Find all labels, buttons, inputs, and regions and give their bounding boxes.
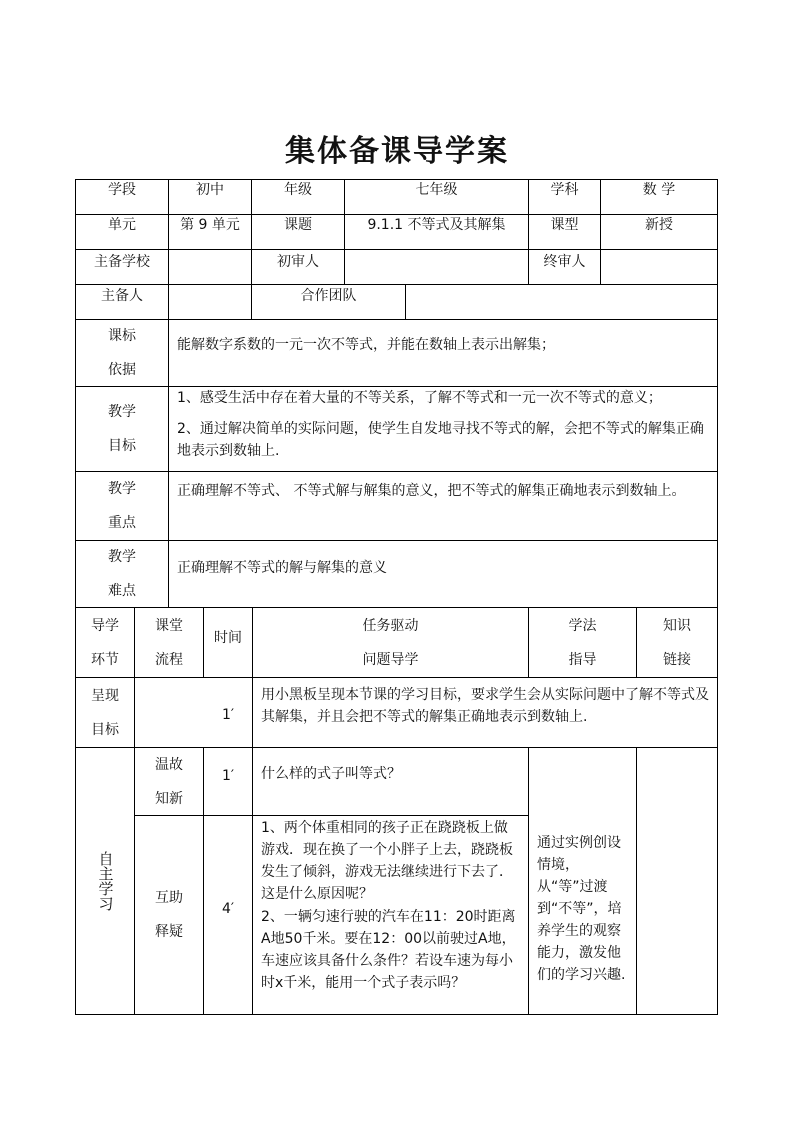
table-border-bottom	[75, 1014, 718, 1015]
subject-value: 数 学	[642, 182, 676, 198]
preparer-label: 主备人	[101, 287, 143, 304]
preparer-value	[169, 285, 251, 319]
standard-label: 课标 依据	[108, 328, 136, 378]
header-method: 学法 指导	[568, 617, 597, 668]
unit-value: 第 9 单元	[180, 216, 240, 233]
difficulties-label: 教学 难点	[108, 549, 136, 599]
team-value	[406, 285, 717, 319]
review-task: 什么样的式子叫等式？	[261, 766, 401, 782]
row-divider	[75, 471, 718, 472]
key-points-text: 正确理解不等式、 不等式解与解集的意义，把不等式的解集正确地表示到数轴上。	[177, 483, 686, 499]
row-divider	[75, 319, 718, 320]
school-label: 主备学校	[94, 253, 150, 270]
difficulties-text: 正确理解不等式的解与解集的意义	[177, 560, 387, 576]
final-review-label: 终审人	[543, 253, 586, 270]
mutual-task-2: 2、一辆匀速行驶的汽车在11：20时距离A地50千米。要在12：00以前驶过A地，车速应该具备什么条件？若设车速为每小时x千米，能用一个式子表示吗？	[261, 909, 516, 991]
header-flow: 课堂 流程	[155, 617, 183, 668]
row-divider	[75, 677, 718, 678]
first-review-value	[345, 250, 528, 284]
header-link: 知识 链接	[663, 617, 691, 668]
header-time: 时间	[214, 629, 242, 646]
grade-label: 年级	[284, 182, 312, 198]
topic-label: 课题	[284, 216, 312, 233]
table-border-right	[717, 179, 718, 1015]
standard-text: 能解数字系数的一元一次不等式，并能在数轴上表示出解集；	[177, 337, 555, 353]
stage-label: 学段	[108, 182, 136, 198]
goals-label: 教学 目标	[108, 404, 136, 454]
present-stage: 呈现 目标	[91, 687, 119, 738]
mutual-method: 通过实例创设情境，从“等”过渡到“不等”，培养学生的观察能力，激发他们的学习兴趣.	[537, 835, 626, 983]
mutual-time: 4′	[221, 900, 235, 917]
key-points-label: 教学 重点	[108, 481, 136, 531]
col-divider	[636, 747, 637, 1014]
review-time: 1′	[221, 767, 235, 784]
team-label: 合作团队	[300, 287, 357, 304]
lesson-type-value: 新授	[645, 216, 673, 233]
first-review-label: 初审人	[277, 253, 319, 270]
row-divider	[75, 540, 718, 541]
page-title: 集体备课导学案	[285, 134, 509, 169]
mutual-task-1: 1、两个体重相同的孩子正在跷跷板上做游戏．现在换了一个小胖子上去，跷跷板发生了倾斜，游戏无法继续进行下去了．这是什么原因呢？	[261, 820, 513, 902]
final-review-value	[601, 250, 717, 284]
goal-item-1: 1、感受生活中存在着大量的不等关系，了解不等式和一元一次不等式的意义；	[177, 390, 662, 406]
present-task: 用小黑板呈现本节课的学习目标，要求学生会从实际问题中了解不等式及其解集，并且会把不等式的解集正确地表示到数轴上.	[261, 687, 709, 725]
goal-item-2: 2、通过解决简单的实际问题，使学生自发地寻找不等式的解，会把不等式的解集正确地表示到数轴上.	[177, 421, 704, 459]
mutual-flow: 互助 释疑	[155, 890, 183, 940]
school-value	[169, 250, 251, 284]
topic-value: 9.1.1 不等式及其解集	[367, 216, 506, 233]
self-study-stage: 自主学习	[96, 851, 115, 911]
header-stage: 导学 环节	[91, 617, 119, 668]
header-task: 任务驱动 问题导学	[362, 617, 419, 668]
unit-label: 单元	[108, 216, 136, 233]
stage-value: 初中	[196, 182, 224, 198]
review-flow: 温故 知新	[155, 756, 183, 807]
present-time: 1′	[221, 706, 235, 723]
lesson-type-label: 课型	[550, 216, 579, 233]
grade-value: 七年级	[415, 182, 458, 198]
subject-label: 学科	[550, 182, 579, 198]
